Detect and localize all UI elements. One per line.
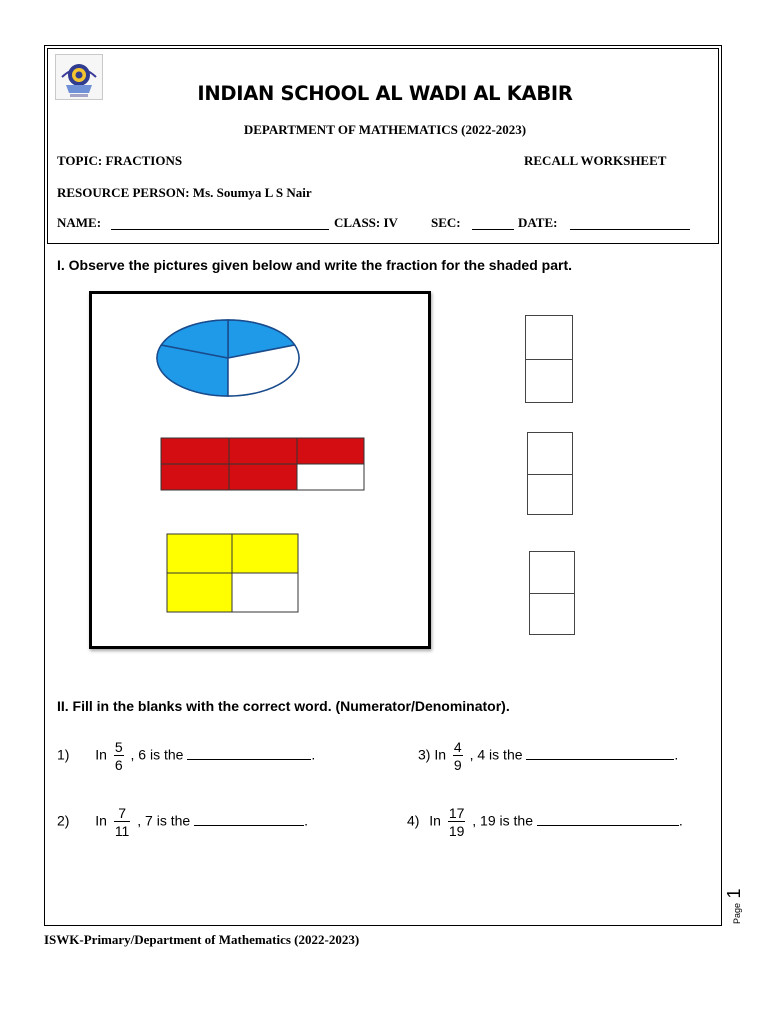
item-prefix: In [429,812,441,829]
worksheet-type: RECALL WORKSHEET [524,153,667,168]
topic-label: TOPIC: FRACTIONS [57,153,183,168]
page-number [724,884,744,924]
sec-blank[interactable] [472,215,514,230]
item-number: 2) [57,812,70,829]
fraction-denominator: 9 [453,757,462,773]
resource-person: RESOURCE PERSON: Ms. Soumya L S Nair [57,185,312,200]
fraction-denominator: 19 [448,823,465,839]
answer-blank-3[interactable] [526,745,674,760]
fraction [114,806,131,838]
answer-box-2[interactable] [527,432,573,515]
date-blank[interactable] [570,215,690,230]
section1-heading: I. Observe the pictures given below and write the fraction for the shaded part. [57,257,572,273]
item-end: . [311,746,316,763]
department-title: DEPARTMENT OF MATHEMATICS (2022-2023) [243,122,527,137]
item-end: . [678,812,683,829]
fill-blank-item-4 [407,806,683,838]
fraction [448,806,466,838]
rectangle-sixths-picture [160,437,366,492]
item-text: , 6 is the [130,746,184,763]
fraction-denominator: 6 [114,757,123,773]
answer-blank-1[interactable] [187,745,311,760]
item-text: , 4 is the [469,746,523,763]
rectangle-quarters-picture [166,533,300,614]
answer-box-2-denominator[interactable] [528,474,572,516]
page-number-value: 1 [724,888,744,899]
fraction-numerator: 17 [448,805,465,821]
answer-box-1[interactable] [525,315,573,403]
sec-label: SEC: [431,215,461,230]
fraction [453,740,463,772]
answer-blank-4[interactable] [537,811,679,826]
item-prefix: In [95,812,107,829]
item-text: , 7 is the [137,812,191,829]
circle-fraction-picture [155,318,301,400]
footer-text: ISWK-Primary/Department of Mathematics (2022-2023) [44,932,360,947]
section2-heading: II. Fill in the blanks with the correct word. (Numerator/Denominator). [57,698,510,714]
fill-blank-item-1 [57,740,315,772]
fraction-denominator: 11 [114,823,130,839]
answer-box-1-numerator[interactable] [526,316,572,359]
school-name: INDIAN SCHOOL AL WADI AL KABIR [197,82,573,105]
fill-blank-item-3 [418,740,678,772]
fraction-numerator: 5 [114,739,123,755]
item-end: . [674,746,679,763]
date-label: DATE: [518,215,558,230]
name-label: NAME: [57,215,102,230]
answer-box-3-denominator[interactable] [530,593,574,635]
answer-box-3-numerator[interactable] [530,552,574,593]
answer-box-1-denominator[interactable] [526,359,572,403]
fraction-numerator: 4 [453,739,462,755]
fraction [114,740,124,772]
answer-box-3[interactable] [529,551,575,635]
class-label: CLASS: IV [334,215,398,230]
fraction-numerator: 7 [114,806,131,822]
item-text: , 19 is the [472,812,533,829]
name-blank[interactable] [111,215,329,230]
page-label: Page [732,902,742,924]
answer-box-2-numerator[interactable] [528,433,572,474]
item-number: 4) [407,812,420,829]
item-number: 3) In [418,746,447,763]
item-end: . [304,812,308,829]
fill-blank-item-2 [57,806,308,838]
answer-blank-2[interactable] [194,811,304,826]
item-number: 1) [57,746,70,763]
item-prefix: In [95,746,107,763]
